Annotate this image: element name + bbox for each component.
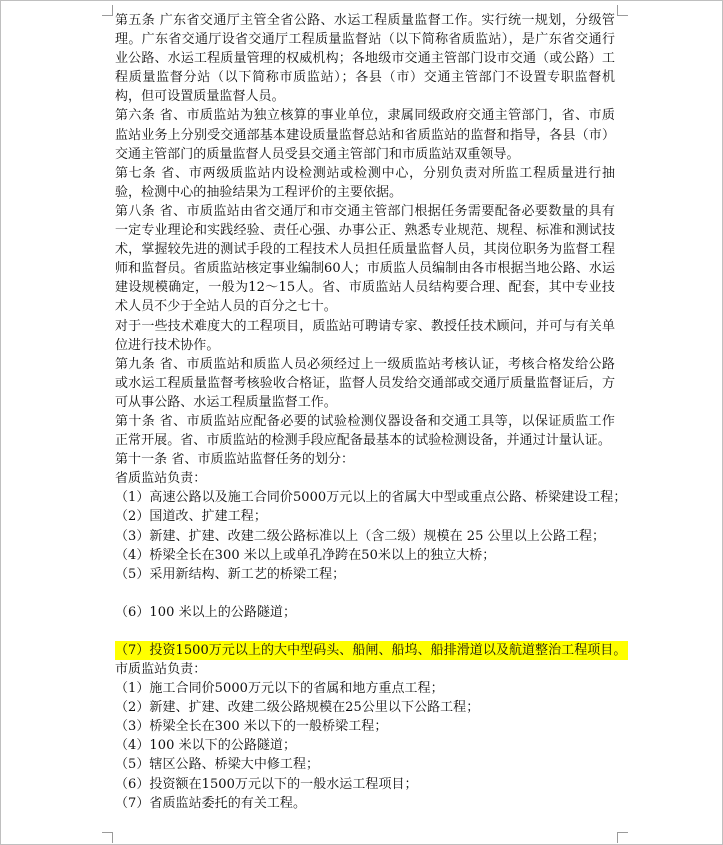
crop-mark-bottom-right [617, 832, 628, 843]
provincial-item-6: （6）100 米以上的公路隧道； [115, 604, 297, 620]
crop-mark-top-left [102, 5, 113, 16]
document-body[interactable] [115, 11, 627, 813]
provincial-heading: 省质监站负责： [115, 471, 207, 487]
municipal-item-5: （5）辖区公路、桥梁大中修工程； [115, 757, 320, 773]
article-7: 第七条 省、市两级质监站内设检测站或检测中心，分别负责对所监工程质量进行抽验，检测中心的抽验结果为工程评价的主要依据。 [115, 165, 615, 200]
municipal-heading: 市质监站负责： [115, 662, 207, 677]
municipal-item-7: （7）省质监站委托的有关工程。 [115, 795, 307, 811]
article-5: 第五条 广东省交通厅主管全省公路、水运工程质量监督工作。实行统一规划，分级管理。广东省交通厅设省交通厅工程质量监督站（以下简称省质监站），是广东省交通行业公路、水运工程质量管理的权威机构；各地级市交通主管部门设市交通（或公路）工程质量监督分站（以下简称市质监站）；各县（市）交通主管部门不设置专职监督机构，但可设置质量监督人员。 [115, 13, 615, 105]
article-6: 第六条 省、市质监站为独立核算的事业单位，隶属同级政府交通主管部门，省、市质监站业务上分别受交通部基本建设质量监督总站和省质监站的监督和指导，各县（市）交通主管部门的质量监督人员受县交通主管部门和市质监站双重领导。 [115, 108, 615, 162]
municipal-item-3: （3）桥梁全长在300 米以下的一般桥梁工程； [115, 719, 388, 735]
crop-mark-top-right [617, 5, 628, 16]
article-11: 第十一条 省、市质监站监督任务的划分： [115, 452, 355, 468]
municipal-item-6: （6）投资额在1500万元以下的一般水运工程项目； [115, 776, 418, 792]
article-8: 第八条 省、市质监站由省交通厅和市交通主管部门根据任务需要配备必要数量的具有一定专业理论和实践经验、责任心强、办事公正、熟悉专业规范、规程、标准和测试技术，掌握较先进的测试手段的工程技术人员担任质量监督人员，其岗位职务为监督工程师和监督员。省质监站核定事业编制60人；市质监人员编制由各市根据当地公路、水运建设规模确定，一般为12～15人。省、市质监站人员结构要合理、配套，其中专业技术人员不少于全站人员的百分之七十。 [115, 203, 615, 315]
provincial-item-5: （5）采用新结构、新工艺的桥梁工程； [115, 566, 346, 582]
blank-line [115, 622, 615, 641]
municipal-item-4: （4）100 米以下的公路隧道； [115, 738, 297, 754]
highlighted-text: （7）投资1500万元以上的大中型码头、船闸、船坞、船排滑道以及航道整治工程项目。 [115, 641, 628, 660]
article-8-supplement: 对于一些技术难度大的工程项目，质监站可聘请专家、教授任技术顾问，并可与有关单位进行技术协作。 [115, 318, 615, 353]
article-10: 第十条 省、市质监站应配备必要的试验检测仪器设备和交通工具等，以保证质监工作正常开展。省、市质监站的检测手段应配备最基本的试验检测设备，并通过计量认证。 [115, 413, 615, 449]
provincial-item-4: （4）桥梁全长在300 米以上或单孔净跨在50米以上的独立大桥； [115, 547, 496, 563]
provincial-item-1: （1）高速公路以及施工合同价5000万元以上的省属大中型或重点公路、桥梁建设工程； [115, 490, 627, 506]
article-9: 第九条 省、市质监站和质监人员必须经过上一级质监站考核认证，考核合格发给公路或水运工程质量监督考核验收合格证，监督人员发给交通部或交通厅质量监督证后，方可从事公路、水运工程质量监督工作。 [115, 356, 615, 410]
municipal-item-1: （1）施工合同价5000万元以下的省属和地方重点工程； [115, 681, 444, 697]
blank-line [115, 584, 615, 603]
crop-mark-bottom-left [102, 832, 113, 843]
municipal-item-2: （2）新建、扩建、改建二级公路规模在25公里以下公路工程； [115, 700, 480, 716]
provincial-item-2: （2）国道改、扩建工程； [115, 509, 267, 525]
provincial-item-7-row [115, 641, 627, 660]
provincial-item-3: （3）新建、扩建、改建二级公路标准以上（含二级）规模在 25 公里以上公路工程； [115, 528, 606, 544]
